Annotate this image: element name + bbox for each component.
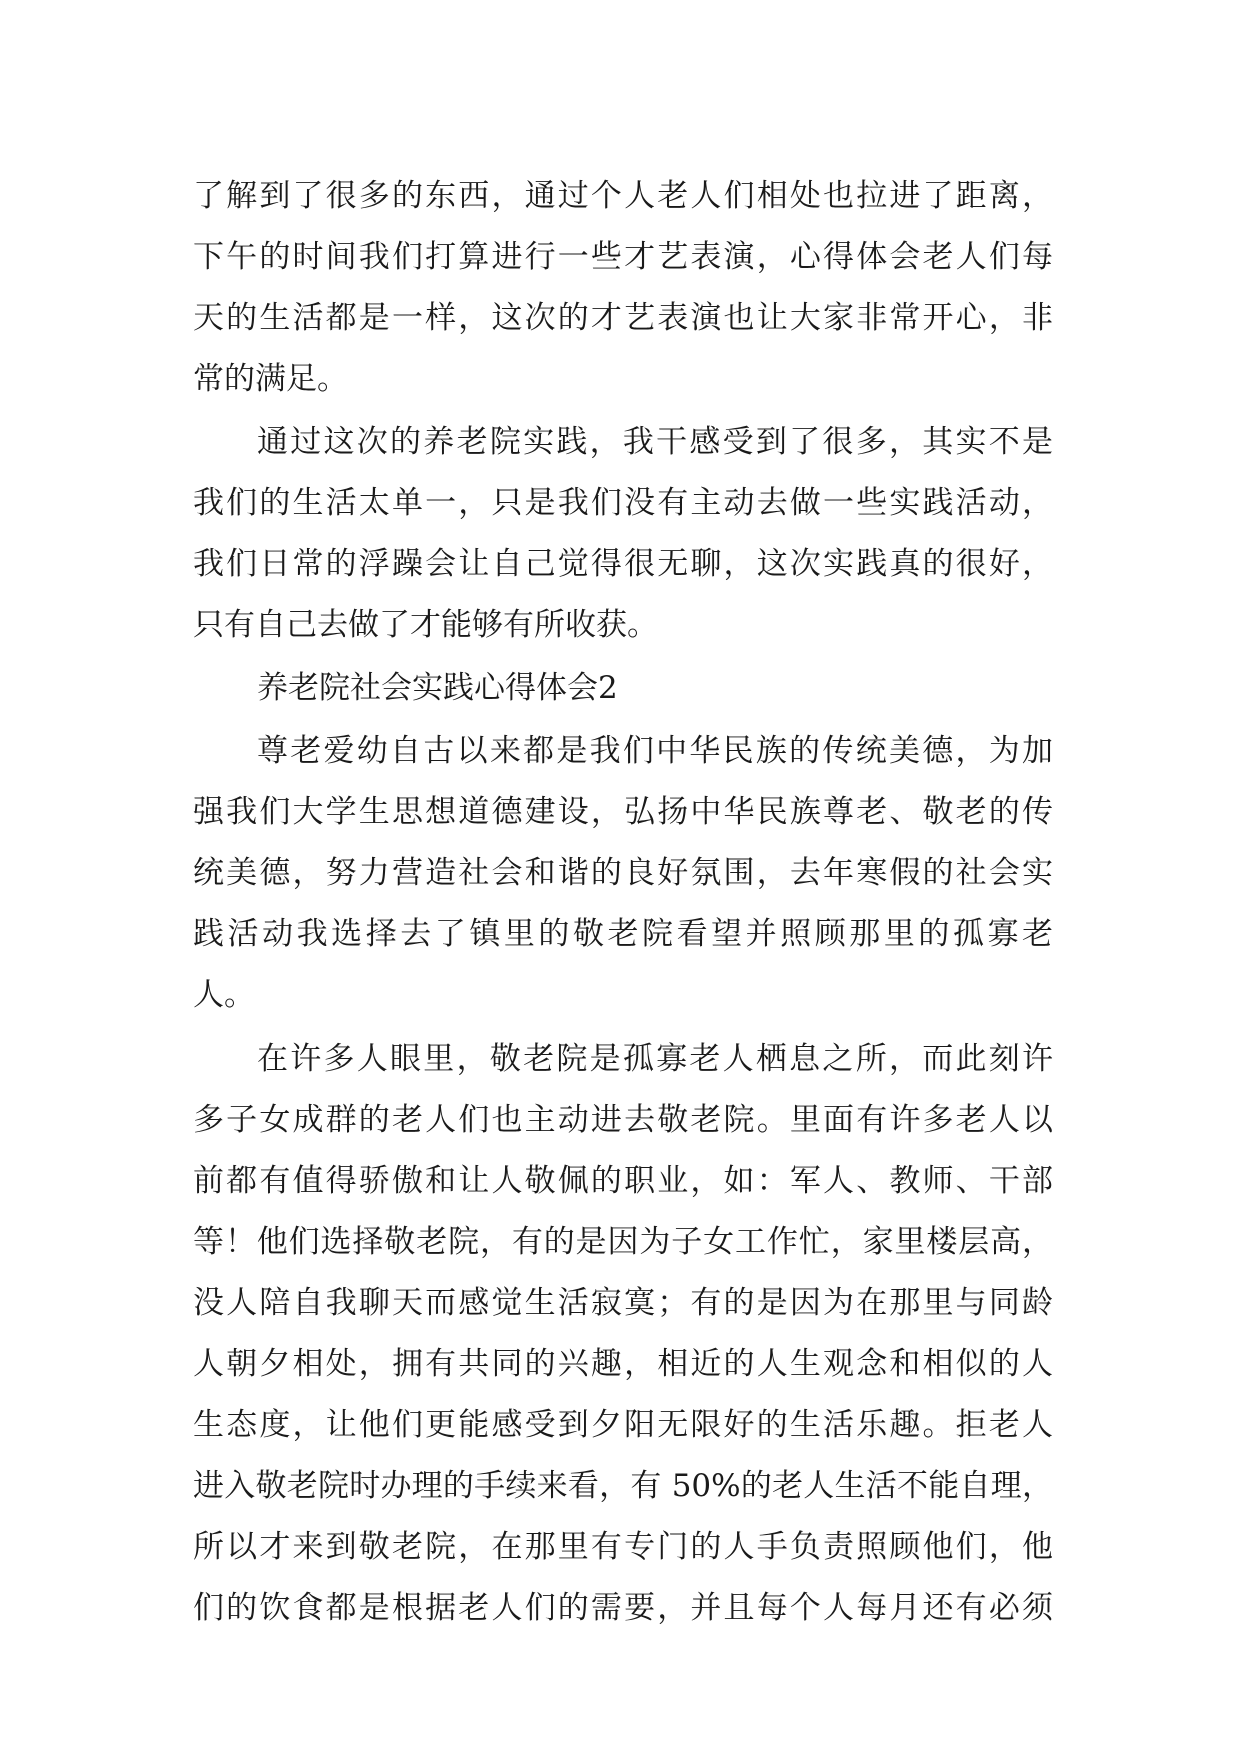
text-line: 等！他们选择敬老院，有的是因为子女工作忙，家里楼层高， — [193, 1224, 1053, 1260]
text-line: 统美德，努力营造社会和谐的良好氛围，去年寒假的社会实 — [193, 855, 1053, 891]
text-line: 进入敬老院时办理的手续来看，有 50%的老人生活不能自理， — [193, 1468, 1053, 1504]
text-line: 多子女成群的老人们也主动进去敬老院。里面有许多老人以 — [193, 1102, 1053, 1138]
section-heading: 养老院社会实践心得体会2 — [257, 670, 618, 706]
text-line: 践活动我选择去了镇里的敬老院看望并照顾那里的孤寡老 — [193, 916, 1053, 952]
text-line: 我们的生活太单一，只是我们没有主动去做一些实践活动， — [193, 485, 1053, 521]
text-line: 人。 — [193, 977, 255, 1013]
text-line: 们的饮食都是根据老人们的需要，并且每个人每月还有必须 — [193, 1590, 1053, 1626]
text-line: 了解到了很多的东西，通过个人老人们相处也拉进了距离， — [193, 178, 1053, 214]
text-line: 我们日常的浮躁会让自己觉得很无聊，这次实践真的很好， — [193, 546, 1053, 582]
text-line: 人朝夕相处，拥有共同的兴趣，相近的人生观念和相似的人 — [193, 1346, 1053, 1382]
text-line: 下午的时间我们打算进行一些才艺表演，心得体会老人们每 — [193, 239, 1053, 275]
text-line: 只有自己去做了才能够有所收获。 — [193, 607, 658, 643]
paragraph-start-line: 尊老爱幼自古以来都是我们中华民族的传统美德，为加 — [257, 733, 1053, 769]
text-line: 所以才来到敬老院，在那里有专门的人手负责照顾他们，他 — [193, 1529, 1053, 1565]
text-line: 常的满足。 — [193, 361, 348, 397]
text-line: 天的生活都是一样，这次的才艺表演也让大家非常开心，非 — [193, 300, 1053, 336]
paragraph-start-line: 在许多人眼里，敬老院是孤寡老人栖息之所，而此刻许 — [257, 1041, 1053, 1077]
text-line: 前都有值得骄傲和让人敬佩的职业，如：军人、教师、干部 — [193, 1163, 1053, 1199]
text-line: 生态度，让他们更能感受到夕阳无限好的生活乐趣。拒老人 — [193, 1407, 1053, 1443]
paragraph-start-line: 通过这次的养老院实践，我干感受到了很多，其实不是 — [257, 424, 1053, 460]
text-line: 强我们大学生思想道德建设，弘扬中华民族尊老、敬老的传 — [193, 794, 1053, 830]
text-line: 没人陪自我聊天而感觉生活寂寞；有的是因为在那里与同龄 — [193, 1285, 1053, 1321]
